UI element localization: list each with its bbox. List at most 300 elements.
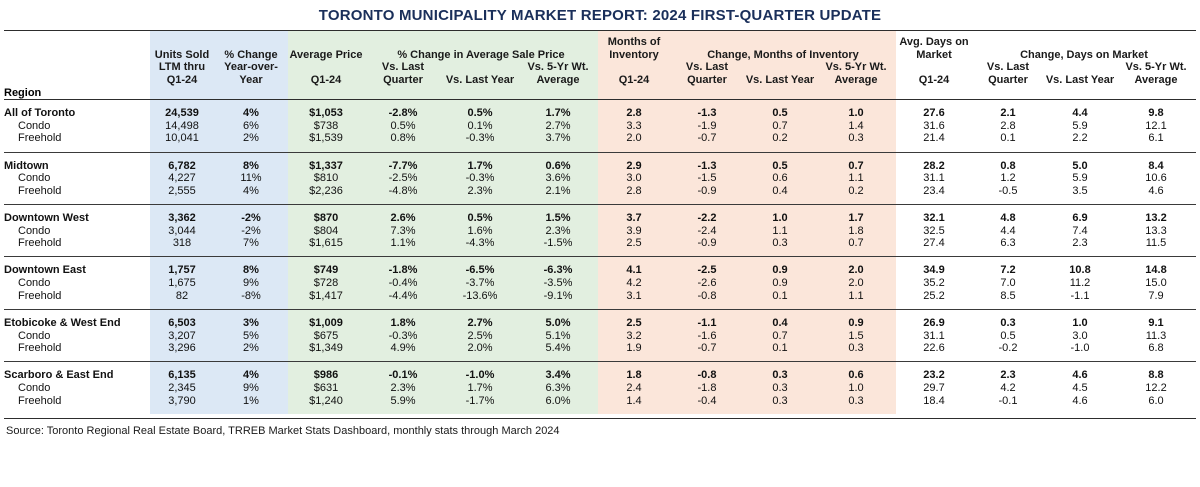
section-gap bbox=[4, 198, 1196, 205]
cell: 4% bbox=[214, 185, 288, 198]
cell: 2.0 bbox=[816, 264, 896, 277]
cell: 31.1 bbox=[896, 330, 972, 343]
row-label: Downtown West bbox=[4, 212, 150, 225]
cell: -0.4 bbox=[670, 395, 744, 408]
cell: 27.4 bbox=[896, 237, 972, 250]
cell: 0.5% bbox=[364, 120, 442, 133]
cell: 5% bbox=[214, 330, 288, 343]
cell: 1.8 bbox=[816, 225, 896, 238]
cell: -2.6 bbox=[670, 277, 744, 290]
cell: 1.7% bbox=[442, 160, 518, 173]
cell: -6.5% bbox=[442, 264, 518, 277]
cell: 2.7% bbox=[518, 120, 598, 133]
cell: $1,337 bbox=[288, 160, 364, 173]
subheader-moi-vs-last-quarter: Vs. Last Quarter bbox=[670, 61, 744, 86]
cell: 27.6 bbox=[896, 107, 972, 120]
cell: 4,227 bbox=[150, 172, 214, 185]
cell: 1,675 bbox=[150, 277, 214, 290]
cell: $1,009 bbox=[288, 317, 364, 330]
cell: -0.3% bbox=[442, 132, 518, 145]
cell: 32.5 bbox=[896, 225, 972, 238]
cell: 0.4 bbox=[744, 317, 816, 330]
cell: -4.8% bbox=[364, 185, 442, 198]
cell: 1.7 bbox=[816, 212, 896, 225]
cell: 4.6 bbox=[1116, 185, 1196, 198]
cell: -2.4 bbox=[670, 225, 744, 238]
cell: 10.6 bbox=[1116, 172, 1196, 185]
cell: 2.4 bbox=[598, 382, 670, 395]
cell: 0.8 bbox=[972, 160, 1044, 173]
cell: 1.0 bbox=[1044, 317, 1116, 330]
table-row bbox=[4, 277, 1196, 290]
cell: -1.9 bbox=[670, 120, 744, 133]
cell: 6.1 bbox=[1116, 132, 1196, 145]
cell: -3.5% bbox=[518, 277, 598, 290]
cell: 1.1 bbox=[816, 172, 896, 185]
header-units-sold: Units Sold bbox=[150, 36, 214, 61]
cell: 4.2 bbox=[598, 277, 670, 290]
cell: 82 bbox=[150, 290, 214, 303]
header-gap bbox=[4, 100, 1196, 107]
cell: 10.8 bbox=[1044, 264, 1116, 277]
page-title: TORONTO MUNICIPALITY MARKET REPORT: 2024 FIRST-QUARTER UPDATE bbox=[318, 7, 882, 24]
row-label: Freehold bbox=[4, 290, 150, 303]
subheader-moi-vs-last-year: Vs. Last Year bbox=[744, 61, 816, 86]
cell: 14.8 bbox=[1116, 264, 1196, 277]
cell: 3.0 bbox=[598, 172, 670, 185]
cell: 0.5 bbox=[972, 330, 1044, 343]
cell: -1.7% bbox=[442, 395, 518, 408]
cell: $1,349 bbox=[288, 342, 364, 355]
cell: -1.3 bbox=[670, 107, 744, 120]
cell: 1.6% bbox=[442, 225, 518, 238]
cell: -2.8% bbox=[364, 107, 442, 120]
cell: 0.5% bbox=[442, 107, 518, 120]
section-gap bbox=[4, 302, 1196, 309]
cell: 2.8 bbox=[598, 107, 670, 120]
cell: -0.7 bbox=[670, 342, 744, 355]
cell: -9.1% bbox=[518, 290, 598, 303]
cell: $2,236 bbox=[288, 185, 364, 198]
row-label: Scarboro & East End bbox=[4, 369, 150, 382]
cell: 0.3 bbox=[744, 369, 816, 382]
cell: 9.8 bbox=[1116, 107, 1196, 120]
header-average-price: Average Price bbox=[288, 36, 364, 61]
cell: 6,782 bbox=[150, 160, 214, 173]
cell: 0.3 bbox=[744, 237, 816, 250]
cell: 28.2 bbox=[896, 160, 972, 173]
cell: 7.3% bbox=[364, 225, 442, 238]
cell: -2% bbox=[214, 212, 288, 225]
cell: 1.5 bbox=[816, 330, 896, 343]
table-row bbox=[4, 185, 1196, 198]
header-avg-days-market: Avg. Days on Market bbox=[896, 36, 972, 61]
cell: 3.4% bbox=[518, 369, 598, 382]
cell: 7.9 bbox=[1116, 290, 1196, 303]
cell: 1.4 bbox=[816, 120, 896, 133]
cell: 8% bbox=[214, 264, 288, 277]
cell: 6.0% bbox=[518, 395, 598, 408]
row-label: Condo bbox=[4, 172, 150, 185]
cell: 29.7 bbox=[896, 382, 972, 395]
cell: $1,417 bbox=[288, 290, 364, 303]
cell: 5.0 bbox=[1044, 160, 1116, 173]
cell: 0.1 bbox=[972, 132, 1044, 145]
cell: 9% bbox=[214, 382, 288, 395]
cell: 7.4 bbox=[1044, 225, 1116, 238]
cell: 1.7% bbox=[442, 382, 518, 395]
cell: $675 bbox=[288, 330, 364, 343]
cell: 5.0% bbox=[518, 317, 598, 330]
cell: 0.5% bbox=[442, 212, 518, 225]
header-region-label: Region bbox=[4, 87, 150, 100]
cell: 0.6 bbox=[744, 172, 816, 185]
cell: 1.5% bbox=[518, 212, 598, 225]
cell: -0.1% bbox=[364, 369, 442, 382]
table-row bbox=[4, 290, 1196, 303]
cell: 11.5 bbox=[1116, 237, 1196, 250]
cell: 1% bbox=[214, 395, 288, 408]
table-row bbox=[4, 317, 1196, 330]
cell: 8.5 bbox=[972, 290, 1044, 303]
cell: $804 bbox=[288, 225, 364, 238]
cell: 6.3% bbox=[518, 382, 598, 395]
cell: 2.0% bbox=[442, 342, 518, 355]
header-sub-row bbox=[4, 61, 1196, 86]
cell: 318 bbox=[150, 237, 214, 250]
row-label: Freehold bbox=[4, 342, 150, 355]
section-gap bbox=[4, 355, 1196, 362]
cell: $631 bbox=[288, 382, 364, 395]
cell: 10,041 bbox=[150, 132, 214, 145]
section-gap bbox=[4, 205, 1196, 212]
cell: 25.2 bbox=[896, 290, 972, 303]
section-gap bbox=[4, 362, 1196, 369]
table-row bbox=[4, 330, 1196, 343]
cell: 2.0 bbox=[816, 277, 896, 290]
cell: 2.3% bbox=[442, 185, 518, 198]
row-label: All of Toronto bbox=[4, 107, 150, 120]
cell: -1.1 bbox=[670, 317, 744, 330]
header-change-days-market: Change, Days on Market bbox=[972, 36, 1196, 61]
table-row bbox=[4, 160, 1196, 173]
cell: 32.1 bbox=[896, 212, 972, 225]
cell: 8.4 bbox=[1116, 160, 1196, 173]
cell: 4.9% bbox=[364, 342, 442, 355]
row-label: Freehold bbox=[4, 395, 150, 408]
cell: 2.1% bbox=[518, 185, 598, 198]
cell: 1.2 bbox=[972, 172, 1044, 185]
cell: 3,362 bbox=[150, 212, 214, 225]
cell: -2.5 bbox=[670, 264, 744, 277]
cell: 1.1% bbox=[364, 237, 442, 250]
cell: 2% bbox=[214, 132, 288, 145]
cell: -13.6% bbox=[442, 290, 518, 303]
cell: $728 bbox=[288, 277, 364, 290]
cell: 6.0 bbox=[1116, 395, 1196, 408]
cell: 0.2 bbox=[816, 185, 896, 198]
cell: 11.3 bbox=[1116, 330, 1196, 343]
cell: 2.0 bbox=[598, 132, 670, 145]
cell: $870 bbox=[288, 212, 364, 225]
table-row bbox=[4, 172, 1196, 185]
cell: 3,044 bbox=[150, 225, 214, 238]
cell: 14,498 bbox=[150, 120, 214, 133]
cell: $1,053 bbox=[288, 107, 364, 120]
cell: 12.2 bbox=[1116, 382, 1196, 395]
cell: 0.5 bbox=[744, 107, 816, 120]
cell: -1.0% bbox=[442, 369, 518, 382]
cell: 18.4 bbox=[896, 395, 972, 408]
cell: 23.4 bbox=[896, 185, 972, 198]
section-gap bbox=[4, 310, 1196, 317]
cell: 9.1 bbox=[1116, 317, 1196, 330]
table-row bbox=[4, 225, 1196, 238]
cell: 0.5 bbox=[744, 160, 816, 173]
header-months-inventory: Months of Inventory bbox=[598, 36, 670, 61]
cell: 1.0 bbox=[816, 382, 896, 395]
cell: -1.5% bbox=[518, 237, 598, 250]
cell: 6,135 bbox=[150, 369, 214, 382]
cell: -1.1 bbox=[1044, 290, 1116, 303]
row-label: Condo bbox=[4, 277, 150, 290]
cell: -0.4% bbox=[364, 277, 442, 290]
cell: 0.7 bbox=[816, 160, 896, 173]
cell: -8% bbox=[214, 290, 288, 303]
cell: -4.4% bbox=[364, 290, 442, 303]
section-gap bbox=[4, 153, 1196, 160]
cell: -7.7% bbox=[364, 160, 442, 173]
source-note: Source: Toronto Regional Real Estate Board, TRREB Market Stats Dashboard, monthly stats through March 2024 bbox=[6, 425, 560, 438]
cell: 1.7% bbox=[518, 107, 598, 120]
cell: -2.5% bbox=[364, 172, 442, 185]
cell: 3% bbox=[214, 317, 288, 330]
cell: 4.4 bbox=[972, 225, 1044, 238]
cell: 26.9 bbox=[896, 317, 972, 330]
section-gap bbox=[4, 145, 1196, 152]
cell: 6.3 bbox=[972, 237, 1044, 250]
cell: 3.0 bbox=[1044, 330, 1116, 343]
cell: 0.9 bbox=[744, 277, 816, 290]
row-label: Downtown East bbox=[4, 264, 150, 277]
cell: $986 bbox=[288, 369, 364, 382]
header-group-row bbox=[4, 36, 1196, 61]
cell: 0.6% bbox=[518, 160, 598, 173]
cell: 3.9 bbox=[598, 225, 670, 238]
cell: 2.2 bbox=[1044, 132, 1116, 145]
cell: 0.3 bbox=[744, 382, 816, 395]
header-pct-change-asp: % Change in Average Sale Price bbox=[364, 36, 598, 61]
cell: 3,790 bbox=[150, 395, 214, 408]
cell: 0.7 bbox=[744, 330, 816, 343]
cell: 0.2 bbox=[744, 132, 816, 145]
subheader-average-price: Q1-24 bbox=[288, 61, 364, 86]
cell: 2.5% bbox=[442, 330, 518, 343]
cell: -2% bbox=[214, 225, 288, 238]
subheader-dom-vs-last-year: Vs. Last Year bbox=[1044, 61, 1116, 86]
cell: 1.1 bbox=[744, 225, 816, 238]
cell: 3.2 bbox=[598, 330, 670, 343]
cell: 35.2 bbox=[896, 277, 972, 290]
table-row bbox=[4, 120, 1196, 133]
section-gap bbox=[4, 257, 1196, 264]
cell: 7.0 bbox=[972, 277, 1044, 290]
cell: -1.5 bbox=[670, 172, 744, 185]
cell: -1.3 bbox=[670, 160, 744, 173]
cell: -2.2 bbox=[670, 212, 744, 225]
cell: 8.8 bbox=[1116, 369, 1196, 382]
cell: 2.5 bbox=[598, 237, 670, 250]
cell: 0.7 bbox=[744, 120, 816, 133]
cell: 6,503 bbox=[150, 317, 214, 330]
market-report-table bbox=[4, 31, 1196, 414]
cell: 5.9% bbox=[364, 395, 442, 408]
cell: 0.9 bbox=[816, 317, 896, 330]
cell: 5.9 bbox=[1044, 172, 1116, 185]
cell: 2.3 bbox=[972, 369, 1044, 382]
row-label: Condo bbox=[4, 330, 150, 343]
cell: 4.4 bbox=[1044, 107, 1116, 120]
header-change-months-inventory: Change, Months of Inventory bbox=[670, 36, 896, 61]
cell: 5.9 bbox=[1044, 120, 1116, 133]
cell: 2.3% bbox=[364, 382, 442, 395]
cell: $1,539 bbox=[288, 132, 364, 145]
cell: 21.4 bbox=[896, 132, 972, 145]
cell: 2,555 bbox=[150, 185, 214, 198]
row-label: Condo bbox=[4, 120, 150, 133]
cell: 31.6 bbox=[896, 120, 972, 133]
cell: 0.3 bbox=[816, 395, 896, 408]
cell: 2.3% bbox=[518, 225, 598, 238]
row-label: Etobicoke & West End bbox=[4, 317, 150, 330]
cell: -1.8% bbox=[364, 264, 442, 277]
subheader-dom-vs-last-quarter: Vs. Last Quarter bbox=[972, 61, 1044, 86]
header-pct-change: % Change bbox=[214, 36, 288, 61]
cell: 1.4 bbox=[598, 395, 670, 408]
cell: 4.2 bbox=[972, 382, 1044, 395]
header-region-row bbox=[4, 87, 1196, 100]
cell: 4.6 bbox=[1044, 369, 1116, 382]
cell: -0.2 bbox=[972, 342, 1044, 355]
subheader-asp-vs-5yr: Vs. 5-Yr Wt. Average bbox=[518, 61, 598, 86]
cell: 6.9 bbox=[1044, 212, 1116, 225]
cell: $810 bbox=[288, 172, 364, 185]
cell: 22.6 bbox=[896, 342, 972, 355]
table-row bbox=[4, 132, 1196, 145]
row-label: Condo bbox=[4, 382, 150, 395]
cell: 3.3 bbox=[598, 120, 670, 133]
cell: -0.3% bbox=[364, 330, 442, 343]
cell: 3.5 bbox=[1044, 185, 1116, 198]
cell: 1.0 bbox=[816, 107, 896, 120]
table-row bbox=[4, 342, 1196, 355]
cell: 0.1% bbox=[442, 120, 518, 133]
subheader-avg-days-market: Q1-24 bbox=[896, 61, 972, 86]
cell: 5.4% bbox=[518, 342, 598, 355]
cell: -0.5 bbox=[972, 185, 1044, 198]
cell: -0.8 bbox=[670, 290, 744, 303]
cell: 0.4 bbox=[744, 185, 816, 198]
cell: 0.3 bbox=[816, 342, 896, 355]
cell: 0.3 bbox=[816, 132, 896, 145]
table-row bbox=[4, 369, 1196, 382]
cell: 3.7 bbox=[598, 212, 670, 225]
subheader-pct-change: Year-over-Year bbox=[214, 61, 288, 86]
cell: 11% bbox=[214, 172, 288, 185]
subheader-asp-vs-last-quarter: Vs. Last Quarter bbox=[364, 61, 442, 86]
cell: 0.8% bbox=[364, 132, 442, 145]
cell: 1.1 bbox=[816, 290, 896, 303]
subheader-units-sold: LTM thru Q1-24 bbox=[150, 61, 214, 86]
cell: 3,207 bbox=[150, 330, 214, 343]
table-row bbox=[4, 107, 1196, 120]
cell: 2.8 bbox=[598, 185, 670, 198]
row-label: Condo bbox=[4, 225, 150, 238]
cell: -1.8 bbox=[670, 382, 744, 395]
cell: 0.1 bbox=[744, 342, 816, 355]
cell: -4.3% bbox=[442, 237, 518, 250]
cell: $738 bbox=[288, 120, 364, 133]
cell: 3.1 bbox=[598, 290, 670, 303]
cell: -3.7% bbox=[442, 277, 518, 290]
cell: 9% bbox=[214, 277, 288, 290]
cell: 2.8 bbox=[972, 120, 1044, 133]
cell: 1,757 bbox=[150, 264, 214, 277]
cell: 23.2 bbox=[896, 369, 972, 382]
cell: 2,345 bbox=[150, 382, 214, 395]
cell: 2% bbox=[214, 342, 288, 355]
cell: -0.7 bbox=[670, 132, 744, 145]
cell: 11.2 bbox=[1044, 277, 1116, 290]
cell: 4% bbox=[214, 107, 288, 120]
cell: 0.7 bbox=[816, 237, 896, 250]
cell: 4.1 bbox=[598, 264, 670, 277]
cell: 0.3 bbox=[972, 317, 1044, 330]
cell: 3,296 bbox=[150, 342, 214, 355]
cell: -0.9 bbox=[670, 237, 744, 250]
cell: 6.8 bbox=[1116, 342, 1196, 355]
table-body bbox=[4, 107, 1196, 414]
cell: 2.6% bbox=[364, 212, 442, 225]
cell: 4.8 bbox=[972, 212, 1044, 225]
table-row bbox=[4, 237, 1196, 250]
cell: 0.6 bbox=[816, 369, 896, 382]
cell: 0.9 bbox=[744, 264, 816, 277]
table-row bbox=[4, 395, 1196, 408]
subheader-moi-vs-5yr: Vs. 5-Yr Wt. Average bbox=[816, 61, 896, 86]
cell: -0.9 bbox=[670, 185, 744, 198]
cell: 2.5 bbox=[598, 317, 670, 330]
cell: 31.1 bbox=[896, 172, 972, 185]
cell: $1,615 bbox=[288, 237, 364, 250]
cell: 12.1 bbox=[1116, 120, 1196, 133]
section-gap bbox=[4, 250, 1196, 257]
cell: 5.1% bbox=[518, 330, 598, 343]
cell: 13.2 bbox=[1116, 212, 1196, 225]
cell: $1,240 bbox=[288, 395, 364, 408]
cell: 4% bbox=[214, 369, 288, 382]
table-row bbox=[4, 264, 1196, 277]
subheader-months-inventory: Q1-24 bbox=[598, 61, 670, 86]
cell: 2.7% bbox=[442, 317, 518, 330]
cell: -6.3% bbox=[518, 264, 598, 277]
cell: 4.5 bbox=[1044, 382, 1116, 395]
table-row bbox=[4, 212, 1196, 225]
cell: -1.6 bbox=[670, 330, 744, 343]
cell: 1.8 bbox=[598, 369, 670, 382]
row-label: Freehold bbox=[4, 237, 150, 250]
subheader-asp-vs-last-year: Vs. Last Year bbox=[442, 61, 518, 86]
